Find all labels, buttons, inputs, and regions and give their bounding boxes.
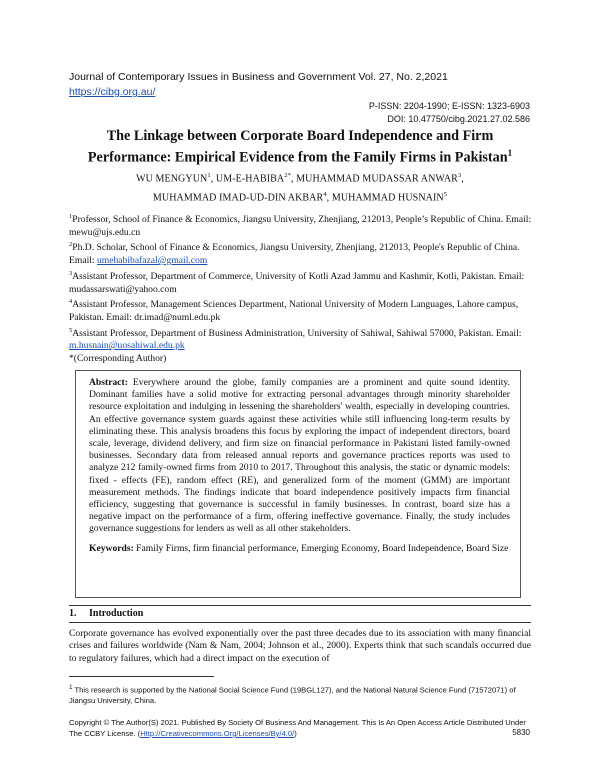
affiliation-text: Ph.D. Scholar, School of Finance & Economics, Jiangsu University, Zhenjiang, 212013, People's Republic of China. Email: bbox=[69, 242, 520, 267]
affiliation-mark: 3 bbox=[69, 269, 73, 277]
copyright-notice bbox=[69, 717, 531, 739]
email-link[interactable]: m.husnain@uosahiwal.edu.pk bbox=[69, 340, 185, 352]
affiliation-mark: 2 bbox=[69, 241, 73, 249]
section-divider bbox=[69, 605, 531, 606]
footnote-text: This research is supported by the National Social Science Fund (19BGL127), and the National Natural Science Fund (71572071) of Jiangsu University, China. bbox=[69, 685, 516, 706]
issn: P-ISSN: 2204-1990; E-ISSN: 1323-6903 bbox=[368, 101, 530, 111]
doi: DOI: 10.47750/cibg.2021.27.02.586 bbox=[387, 114, 530, 124]
author-mark: 4 bbox=[323, 191, 327, 198]
author-mark: 2* bbox=[284, 172, 291, 179]
affiliation-item bbox=[69, 325, 536, 353]
author-name: UM-E-HABIBA bbox=[215, 173, 285, 185]
footnote-mark: 1 bbox=[69, 684, 73, 691]
paper-title bbox=[60, 128, 540, 167]
introduction-text: Corporate governance has evolved exponentially over the past three decades due to its association with many financial crises and failures worldwide (Nam & Nam, 2004; Johnson et al., 2000). Experts think that such scandals occurred due to regulatory failures, which had a direct impact on the execution of bbox=[69, 628, 531, 664]
author-mark: 5 bbox=[443, 191, 448, 198]
affiliation-item bbox=[69, 296, 536, 324]
author-name: MUHAMMAD IMAD-UD-DIN AKBAR bbox=[152, 192, 324, 204]
author-name: MUHAMMAD HUSNAIN bbox=[331, 192, 444, 204]
email-link[interactable]: umehabibafazal@gmail.com bbox=[96, 255, 208, 267]
abstract bbox=[89, 377, 510, 536]
affiliation-item bbox=[69, 268, 536, 296]
keywords-label: Keywords: bbox=[89, 542, 134, 554]
affiliation-item bbox=[69, 239, 536, 267]
title-footnote-mark: 1 bbox=[507, 148, 513, 158]
author-list-line-1: WU MENGYUN$^1$, $UM-E-HABIBA^{2*}$, MUHAMMAD MUDASSAR ANWAR$^3$, bbox=[136, 172, 464, 185]
keywords-text: Family Firms, firm financial performance, Emerging Economy, Board Independence, Board Size bbox=[133, 542, 509, 554]
author-mark: 3 bbox=[457, 172, 462, 179]
footnote bbox=[69, 683, 531, 707]
author-name: MUHAMMAD MUDASSAR ANWAR bbox=[296, 173, 458, 185]
section-heading-introduction: 1. Introduction bbox=[69, 608, 144, 619]
copyright-text: Copyright © The Author(S) 2021. Published By Society Of Business And Management. This Is An Open Access Article Distributed Under The CCBY License. ( bbox=[69, 718, 526, 738]
section-divider bbox=[69, 622, 531, 623]
affiliation-text: Professor, School of Finance & Economics, Jiangsu University, Zhenjiang, 212013, People’s Republic of China. Email: mewu@ujs.edu.cn bbox=[69, 214, 532, 238]
corresponding-author-note: *(Corresponding Author) bbox=[69, 352, 167, 364]
affiliation-text: Assistant Professor, Department of Commerce, University of Kotli Azad Jammu and Kashmir, Kotli, Pakistan. Email: mudassarswati@yahoo.com bbox=[69, 270, 525, 295]
affiliation-text: Assistant Professor, Management Sciences Department, National University of Modern Languages, Lahore campus, Pakistan. Email: dr.imad@numl.edu.pk bbox=[69, 299, 519, 323]
author-mark: 1 bbox=[207, 172, 211, 179]
abstract-label: Abstract: bbox=[89, 377, 128, 388]
page-number: 5830 bbox=[512, 728, 530, 737]
journal-url-link[interactable]: https://cibg.org.au/ bbox=[69, 86, 156, 98]
affiliations bbox=[69, 211, 536, 365]
affiliation-mark: 1 bbox=[69, 213, 73, 220]
title-line-2: Performance: Empirical Evidence from the Family Firms in Pakistan bbox=[87, 149, 508, 166]
affiliation-item bbox=[69, 211, 536, 239]
affiliation-mark: 5 bbox=[69, 326, 73, 334]
author-name: WU MENGYUN bbox=[136, 173, 208, 185]
copyright-suffix: ) bbox=[294, 729, 297, 738]
title-line-1: The Linkage between Corporate Board Independence and Firm bbox=[106, 128, 494, 144]
abstract-text: Everywhere around the globe, family companies are a prominent and quite sound identity. Dominant families have a solid motive for extracting personal advantages through minority shareholder resource exploitation and indulging in lessening the shareholders' wealth, especially in developing countries. An effective governance system guards against these activities while still influencing long-term results by eliminating these. This analysis broadens this focus by exploring the impact of independent directors, board scale, leverage, dividend delivery, and firm size on financial performance in Pakistani listed family-owned businesses. Secondary data from released annual reports and governance practices reports was used to analyze 212 family-owned firms from 2010 to 2017. Throughout this analysis, the static or dynamic models: fixed - effects (FE), random effect (RE), and generalized form of the moment (GMM) are important measurement methods. The findings indicate that board independence positively impacts firm financial efficiency, suggesting that governance is successful in family businesses. In contrast, board size has a negative impact on the performance of a firm, offering ineffective governance. Finally, the study includes governance suggestions for lenders as well as all other stakeholders. bbox=[89, 377, 510, 535]
affiliation-mark: 4 bbox=[69, 298, 73, 306]
keywords bbox=[89, 543, 510, 555]
journal-name: Journal of Contemporary Issues in Business and Government Vol. 27, No. 2,2021 bbox=[69, 71, 448, 83]
license-link[interactable]: Http://Creativecommons.Org/Licenses/By/4.0/ bbox=[140, 729, 295, 738]
footnote-divider bbox=[69, 676, 214, 677]
affiliation-text: Assistant Professor, Department of Business Administration, University of Sahiwal, Sahiwal 57000, Pakistan. Email: bbox=[72, 327, 522, 339]
author-list-line-2: MUHAMMAD IMAD-UD-DIN AKBAR$^4$, MUHAMMAD HUSNAIN$^5$ bbox=[152, 191, 448, 204]
abstract-box bbox=[75, 370, 521, 598]
